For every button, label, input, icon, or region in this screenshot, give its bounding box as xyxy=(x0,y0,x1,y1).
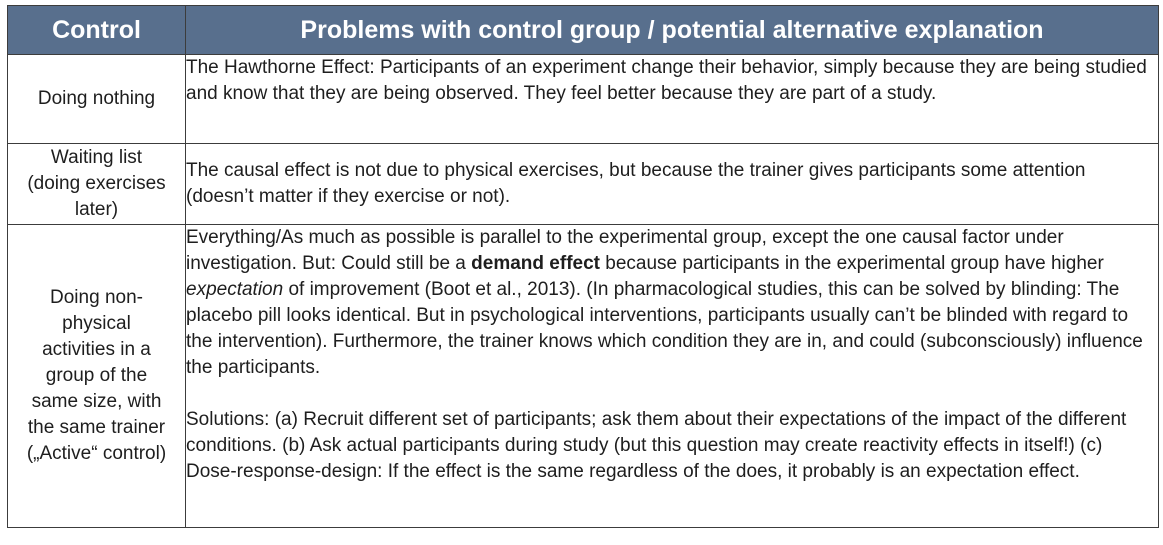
table-row xyxy=(8,144,1159,225)
control-groups-table xyxy=(7,5,1159,528)
table-row xyxy=(8,55,1159,144)
table-header-row xyxy=(8,6,1159,55)
control-line: („Active“ control) xyxy=(26,443,167,464)
control-line: same size, with xyxy=(31,391,162,412)
control-cell xyxy=(8,144,186,225)
control-line: Waiting list xyxy=(50,147,143,168)
header-control: Control xyxy=(8,6,186,55)
control-line: activities in a xyxy=(42,339,151,360)
text-span: because participants in the experimental group have higher xyxy=(599,253,1104,274)
text-span: Everything/As much as possible is parallel to the experimental group, except the one causal factor under investigation. But: Could still be a xyxy=(186,227,1064,274)
text-span: of improvement (Boot et al., 2013). (In pharmacological studies, this can be solved by blinding: The placebo pill looks identical. But in psychological interventions, participants usually can’t be blinded with regard to the intervention). Furthermore, the trainer knows which condition they are in, and could (subconsciously) influence the participants. xyxy=(186,279,1143,378)
emphasis-demand-effect: demand effect xyxy=(471,253,600,274)
emphasis-expectation: expectation xyxy=(186,279,284,300)
table-row xyxy=(8,225,1159,528)
solutions-paragraph: Solutions: (a) Recruit different set of participants; ask them about their expectations of the impact of the different conditions. (b) Ask actual participants during study (but this question may create reactivity effects in itself!) (c) Dose-response-design: If the effect is the same regardless of the does, it probably is an expectation effect. xyxy=(186,409,1127,482)
problem-paragraph xyxy=(186,225,1158,381)
control-line: later) xyxy=(74,199,119,220)
header-problems: Problems with control group / potential alternative explanation xyxy=(186,6,1159,55)
control-line: Doing non- xyxy=(50,287,143,308)
problem-cell: The causal effect is not due to physical exercises, but because the trainer gives participants some attention (doesn’t matter if they exercise or not). xyxy=(186,144,1159,225)
control-line: group of the xyxy=(45,365,148,386)
control-cell xyxy=(8,225,186,528)
problem-cell: The Hawthorne Effect: Participants of an experiment change their behavior, simply because they are being studied and know that they are being observed. They feel better because they are part of a study. xyxy=(186,55,1159,144)
control-line: physical xyxy=(62,313,131,334)
control-line: (doing exercises xyxy=(27,173,166,194)
control-line: the same trainer xyxy=(27,417,166,438)
problem-cell xyxy=(186,225,1159,528)
control-cell: Doing nothing xyxy=(8,55,186,144)
